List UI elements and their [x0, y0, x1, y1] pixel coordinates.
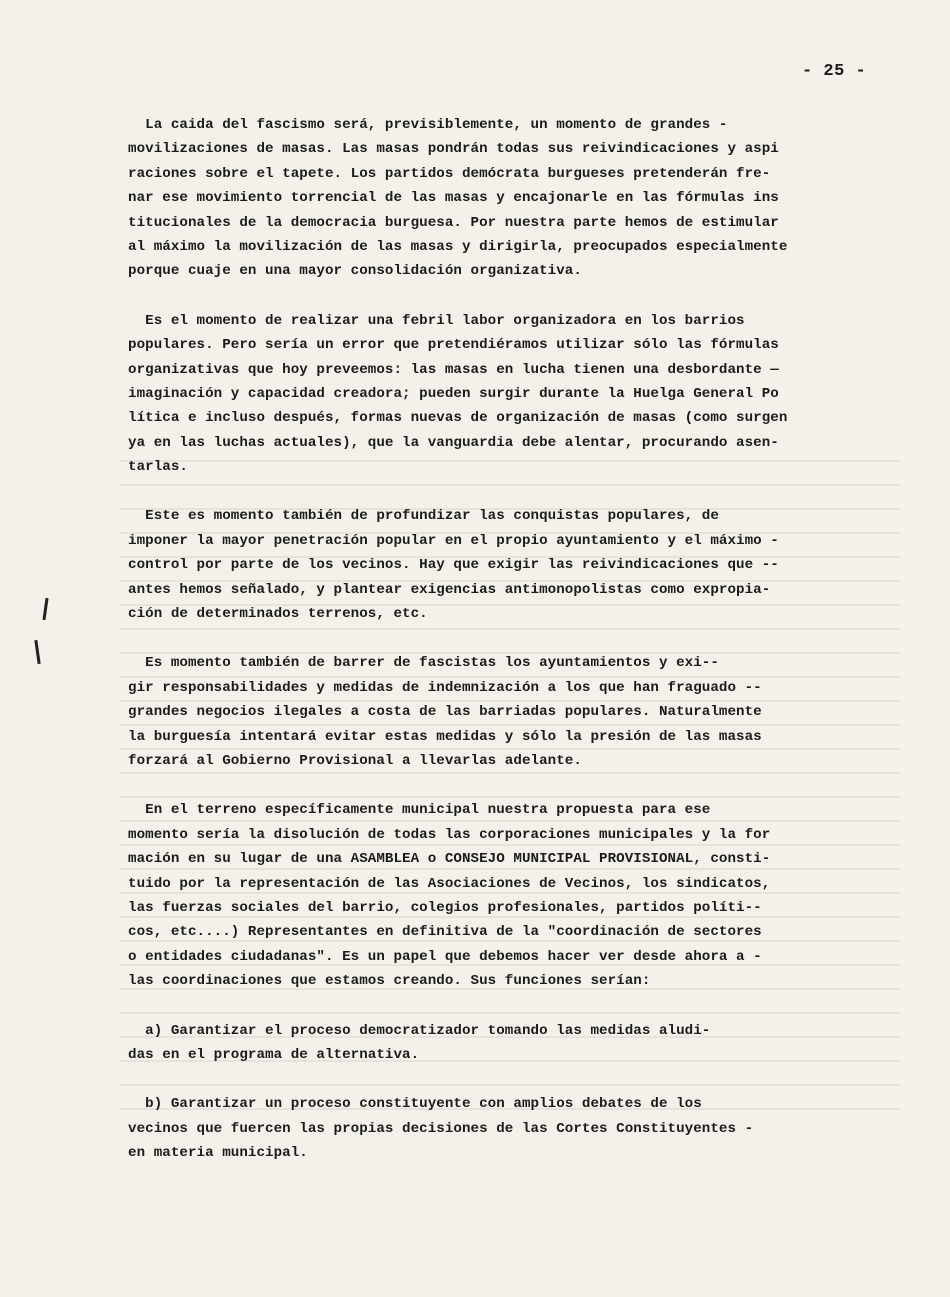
paragraph [128, 309, 876, 480]
text-line: la burguesía intentará evitar estas medidas y sólo la presión de las masas [128, 728, 762, 745]
text-line: control por parte de los vecinos. Hay que exigir las reivindicaciones que -- [128, 557, 779, 574]
text-line: porque cuaje en una mayor consolidación organizativa. [128, 263, 582, 280]
text-line: las fuerzas sociales del barrio, colegios profesionales, partidos políti-- [128, 899, 762, 916]
text-line: lítica e incluso después, formas nuevas de organización de masas (como surgen [128, 410, 788, 427]
text-line: las coordinaciones que estamos creando. Sus funciones serían: [128, 973, 651, 990]
text-line: momento sería la disolución de todas las corporaciones municipales y la for [128, 826, 771, 843]
paragraph [128, 113, 876, 284]
text-line: Este es momento también de profundizar las conquistas populares, de [128, 508, 719, 525]
text-line: imaginación y capacidad creadora; pueden surgir durante la Huelga General Po [128, 385, 779, 402]
text-line: mación en su lugar de una ASAMBLEA o CONSEJO MUNICIPAL PROVISIONAL, consti- [128, 851, 771, 868]
text-line: nar ese movimiento torrencial de las masas y encajonarle en las fórmulas ins [128, 190, 779, 207]
text-line: Es momento también de barrer de fascistas los ayuntamientos y exi-- [128, 655, 719, 672]
text-line: b) Garantizar un proceso constituyente con amplios debates de los [128, 1096, 702, 1113]
paragraph [128, 1092, 876, 1165]
text-line: cos, etc....) Representantes en definitiva de la "coordinación de sectores [128, 924, 762, 941]
text-line: antes hemos señalado, y plantear exigencias antimonopolistas como expropia- [128, 581, 771, 598]
text-line: titucionales de la democracia burguesa. Por nuestra parte hemos de estimular [128, 214, 779, 231]
text-line: tarlas. [128, 459, 188, 476]
text-line: Es el momento de realizar una febril labor organizadora en los barrios [128, 312, 745, 329]
text-line: al máximo la movilización de las masas y dirigirla, preocupados especialmente [128, 238, 788, 255]
text-line: vecinos que fuercen las propias decisiones de las Cortes Constituyentes - [128, 1120, 754, 1137]
body-text [128, 113, 876, 1190]
text-line: ción de determinados terrenos, etc. [128, 606, 428, 623]
paragraph [128, 798, 876, 993]
text-line: imponer la mayor penetración popular en el propio ayuntamiento y el máximo - [128, 532, 779, 549]
text-line: raciones sobre el tapete. Los partidos demócrata burgueses pretenderán fre- [128, 165, 771, 182]
text-line: grandes negocios ilegales a costa de las barriadas populares. Naturalmente [128, 704, 762, 721]
paragraph [128, 504, 876, 626]
text-line: a) Garantizar el proceso democratizador tomando las medidas aludi- [128, 1022, 711, 1039]
text-line: das en el programa de alternativa. [128, 1046, 420, 1063]
text-line: gir responsabilidades y medidas de indemnización a los que han fraguado -- [128, 679, 762, 696]
paragraph [128, 1019, 876, 1068]
margin-ink-mark [34, 640, 40, 664]
text-line: tuido por la representación de las Asociaciones de Vecinos, los sindicatos, [128, 875, 771, 892]
text-line: en materia municipal. [128, 1145, 308, 1162]
text-line: organizativas que hoy preveemos: las masas en lucha tienen una desbordante — [128, 361, 779, 378]
text-line: La caida del fascismo será, previsiblemente, un momento de grandes - [128, 117, 728, 133]
text-line: En el terreno específicamente municipal nuestra propuesta para ese [128, 802, 711, 819]
text-line: movilizaciones de masas. Las masas pondrán todas sus reivindicaciones y aspi [128, 141, 779, 158]
margin-ink-mark [42, 598, 48, 620]
text-line: o entidades ciudadanas". Es un papel que debemos hacer ver desde ahora a - [128, 948, 762, 965]
paragraph [128, 651, 876, 773]
text-line: ya en las luchas actuales), que la vanguardia debe alentar, procurando asen- [128, 434, 779, 451]
text-line: forzará al Gobierno Provisional a llevarlas adelante. [128, 752, 582, 769]
page-number: - 25 - [802, 62, 867, 81]
text-line: populares. Pero sería un error que pretendiéramos utilizar sólo las fórmulas [128, 337, 779, 354]
